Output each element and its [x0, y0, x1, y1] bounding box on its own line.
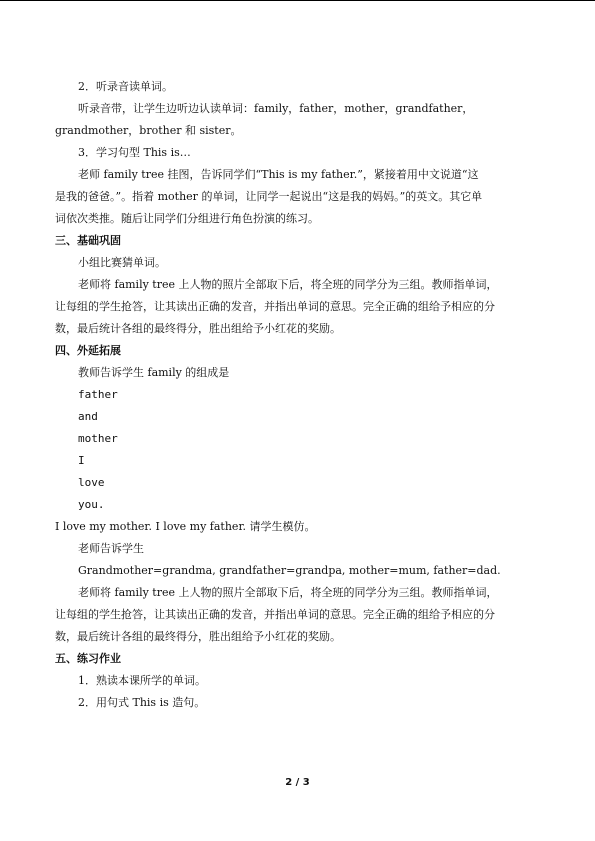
word-line: love	[78, 476, 105, 489]
paragraph-line: 词依次类推。随后让同学们分组进行角色扮演的练习。	[55, 212, 319, 225]
word-line: and	[78, 410, 98, 423]
paragraph-line: grandmother，brother 和 sister。	[55, 124, 242, 137]
homework-item: 1．熟读本课所学的单词。	[78, 674, 206, 687]
word-line: I	[78, 454, 85, 467]
word-line: father	[78, 388, 118, 401]
paragraph-line: 老师将 family tree 上人物的照片全部取下后，将全班的同学分为三组。教师指单词，	[78, 278, 498, 291]
paragraph-line: 数，最后统计各组的最终得分，胜出组给予小红花的奖励。	[55, 630, 341, 643]
homework-item: 2．用句式 This is 造句。	[78, 696, 206, 709]
paragraph-line: 小组比赛猜单词。	[78, 256, 166, 269]
page-top-rule	[0, 0, 595, 1]
paragraph-line: 让每组的学生抢答，让其读出正确的发音，并指出单词的意思。完全正确的组给予相应的分	[55, 608, 495, 621]
section-heading-4: 四、外延拓展	[55, 344, 121, 357]
paragraph-line: 是我的爸爸。”。指着 mother 的单词，让同学一起说出“这是我的妈妈。”的英文。其它单	[55, 190, 483, 203]
paragraph-line: 数，最后统计各组的最终得分，胜出组给予小红花的奖励。	[55, 322, 341, 335]
paragraph-line: 教师告诉学生 family 的组成是	[78, 366, 230, 379]
page-number: 2 / 3	[285, 777, 310, 788]
paragraph-line: Grandmother=grandma, grandfather=grandpa, mother=mum, father=dad.	[78, 564, 501, 577]
word-line: you.	[78, 498, 105, 511]
paragraph-line: 听录音带，让学生边听边认读单词：family，father，mother，grandfather，	[78, 102, 474, 115]
section-heading-3: 三、基础巩固	[55, 234, 121, 247]
paragraph-line: 老师将 family tree 上人物的照片全部取下后，将全班的同学分为三组。教师指单词，	[78, 586, 498, 599]
word-line: mother	[78, 432, 118, 445]
section-heading-5: 五、练习作业	[55, 652, 121, 665]
step-3-title: 3．学习句型 This is…	[78, 146, 191, 159]
paragraph-line: 老师 family tree 挂图，告诉同学们“This is my father.”，紧接着用中文说道“这	[78, 168, 479, 181]
step-2-title: 2．听录音读单词。	[78, 80, 173, 93]
paragraph-line: I love my mother. I love my father. 请学生模仿。	[55, 520, 316, 533]
paragraph-line: 老师告诉学生	[78, 542, 144, 555]
paragraph-line: 让每组的学生抢答，让其读出正确的发音，并指出单词的意思。完全正确的组给予相应的分	[55, 300, 495, 313]
